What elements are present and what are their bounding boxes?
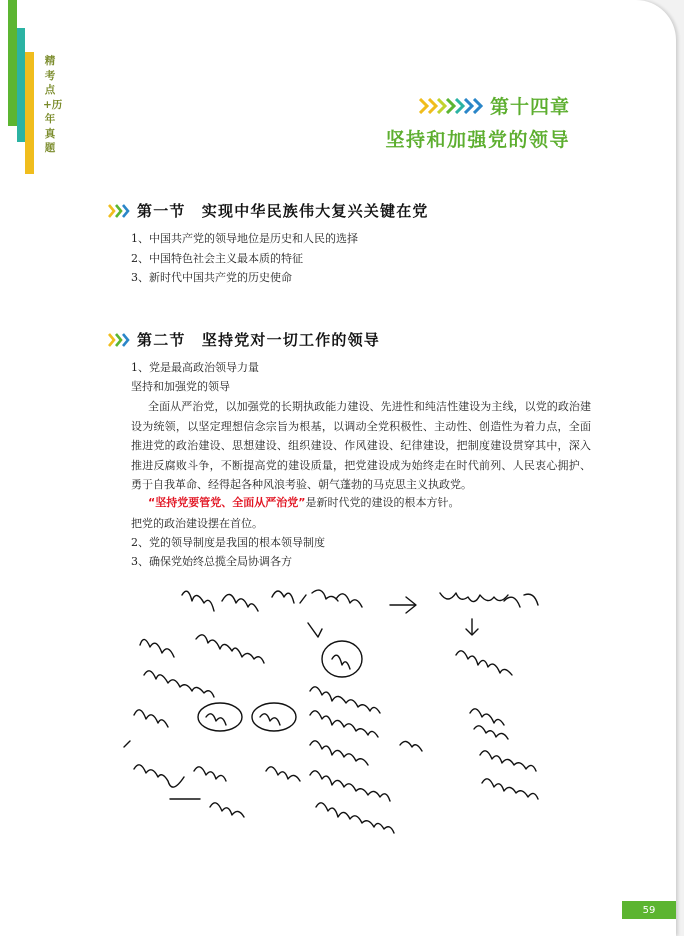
section-2-header — [108, 329, 380, 350]
handwritten-notes — [110, 575, 580, 835]
quote-highlight: 坚持党要管党、全面从严治党 — [155, 496, 299, 509]
page-number: 59 — [622, 901, 676, 919]
section-chevrons-icon — [108, 204, 129, 218]
chapter-number: 第十四章 — [489, 96, 570, 118]
quote-open: “ — [148, 496, 156, 509]
section-2-item-1: 1、党是最高政治领导力量 — [131, 361, 259, 374]
list-item: 2、中国特色社会主义最本质的特征 — [131, 251, 303, 265]
section-2-item-3: 3、确保党始终总揽全局协调各方 — [131, 555, 292, 568]
accent-bar-yellow — [25, 52, 34, 174]
quote-rest: 是新时代党的建设的根本方针。 — [305, 496, 460, 509]
section-1-title: 第一节 实现中华民族伟大复兴关键在党 — [137, 202, 429, 220]
side-label: 精考点+历年真题 — [43, 55, 63, 154]
section-2-title: 第二节 坚持党对一切工作的领导 — [137, 331, 381, 349]
section-2-subheading: 坚持和加强党的领导 — [131, 380, 230, 393]
chevrons-icon — [419, 98, 482, 114]
section-1-list — [131, 229, 358, 288]
section-chevrons-icon — [108, 333, 129, 347]
accent-bar-green — [8, 0, 17, 126]
politics-line: 把党的政治建设摆在首位。 — [131, 517, 263, 530]
chapter-header — [419, 92, 570, 119]
quote-line — [148, 494, 459, 510]
section-2-paragraph: 全面从严治党，以加强党的长期执政能力建设、先进性和纯洁性建设为主线，以党的政治建设为统领，以坚定理想信念宗旨为根基，以调动全党积极性、主动性、创造性为着力点，全面推进党的政治建设、思想建设、组织建设、作风建设、纪律建设，把制度建设贯穿其中，深入推进反腐败斗争，不断提高党的建设质量，把党建设成为始终走在时代前列、人民衷心拥护、勇于自我革命、经得起各种风浪考验、朝气蓬勃的马克思主义执政党。 — [131, 400, 591, 491]
accent-bar-teal — [17, 28, 25, 142]
chapter-title: 坚持和加强党的领导 — [385, 129, 570, 151]
section-1-header — [108, 200, 429, 221]
list-item: 1、中国共产党的领导地位是历史和人民的选择 — [131, 232, 358, 245]
quote-close: ” — [298, 496, 306, 509]
section-2-item-2: 2、党的领导制度是我国的根本领导制度 — [131, 536, 325, 549]
list-item: 3、新时代中国共产党的历史使命 — [131, 271, 292, 284]
